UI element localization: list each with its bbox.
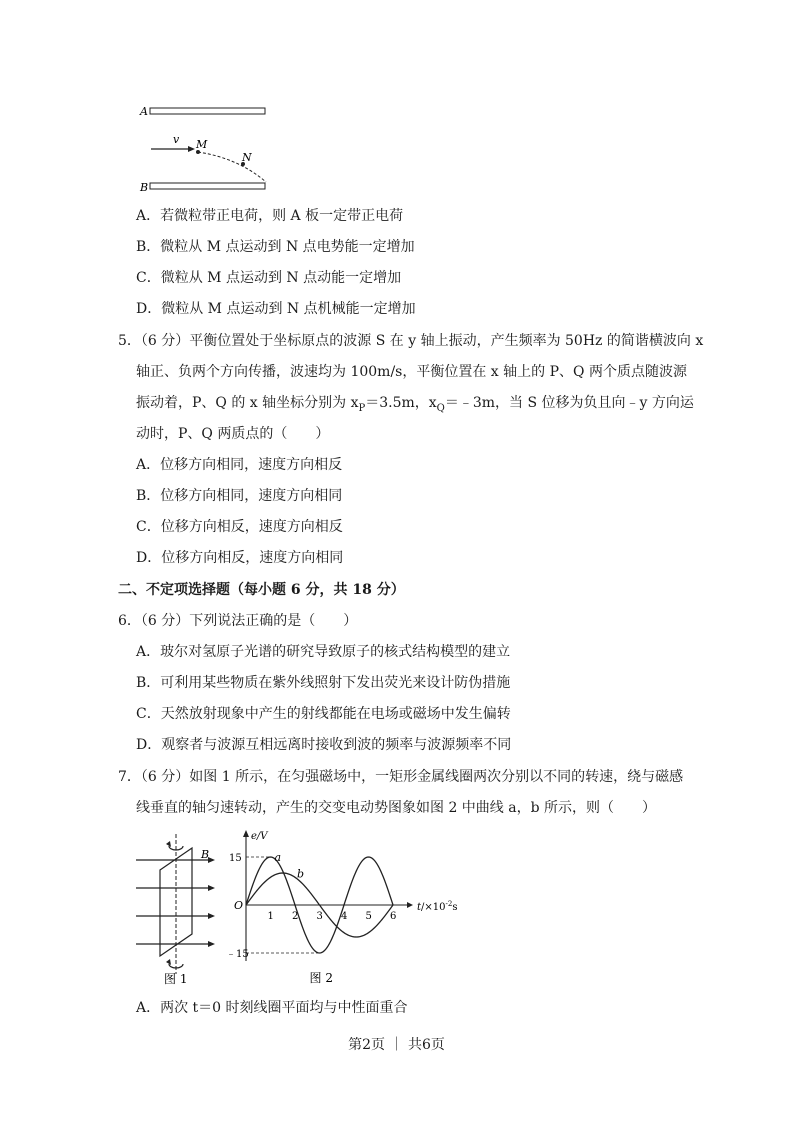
q5-option-c[interactable]: C．位移方向相反，速度方向相反 [136, 519, 343, 535]
q4-option-c[interactable]: C．微粒从 M 点运动到 N 点动能一定增加 [136, 270, 402, 286]
q5-option-a[interactable]: A．位移方向相同，速度方向相反 [136, 457, 343, 473]
q5-line3-pre: 振动着，P、Q 的 x 轴坐标分别为 x [136, 395, 359, 411]
y-axis-arrow [243, 830, 249, 837]
q6-option-b[interactable]: B．可利用某些物质在紫外线照射下发出荧光来设计防伪措施 [136, 675, 511, 691]
field-arrow-head-3 [208, 913, 215, 919]
q7-option-a[interactable]: A．两次 t＝0 时刻线圈平面均与中性面重合 [136, 1000, 408, 1016]
x-tick-label-6: 6 [390, 911, 397, 922]
x-axis-arrow [407, 902, 413, 908]
x-axis-label-part-3: s [452, 902, 458, 913]
q4-option-b[interactable]: B．微粒从 M 点运动到 N 点电势能一定增加 [136, 239, 415, 255]
plate-b [150, 183, 265, 189]
q5-sub-q: Q [436, 402, 445, 414]
curve-a-label: a [274, 851, 282, 864]
plates-figure [138, 102, 278, 194]
y-tick-label-15: 15 [229, 853, 242, 864]
x-tick-label-4: 4 [341, 911, 348, 922]
point-n-label: N [242, 151, 252, 164]
curve-b-label: b [297, 867, 305, 881]
q4-option-a[interactable]: A．若微粒带正电荷，则 A 板一定带正电荷 [136, 208, 404, 224]
x-tick-label-2: 2 [292, 911, 299, 922]
field-arrow-head-4 [208, 941, 215, 947]
figure1-caption: 图 1 [164, 972, 188, 986]
figure2-caption: 图 2 [309, 971, 333, 985]
x-axis-label-part-1: /×10 [421, 902, 446, 913]
q5-sub-p: P [358, 402, 366, 414]
q5-line3-post: ＝﹣3m，当 S 位移为负且向﹣y 方向运 [444, 395, 694, 411]
field-lines [136, 860, 209, 944]
q6-option-c[interactable]: C．天然放射现象中产生的射线都能在电场或磁场中发生偏转 [136, 706, 511, 722]
q6-stem: 6．（6 分）下列说法正确的是（ ） [118, 613, 358, 629]
figure1-coil [134, 832, 224, 987]
field-arrow-head-2 [208, 885, 215, 891]
x-axis-label-part-2: -2 [445, 900, 453, 908]
q5-stem-line1: 5．（6 分）平衡位置处于坐标原点的波源 S 在 y 轴上振动，产生频率为 50Hz 的简谐横波向 x [118, 333, 704, 349]
x-tick-label-5: 5 [365, 911, 372, 922]
field-label: B [201, 848, 210, 861]
particle-path [198, 152, 266, 182]
q5-option-d[interactable]: D．位移方向相反，速度方向相同 [136, 550, 344, 566]
point-m-label: M [196, 138, 208, 151]
x-axis-label [417, 900, 457, 913]
q6-option-a[interactable]: A．玻尔对氢原子光谱的研究导致原子的核式结构模型的建立 [136, 644, 511, 660]
origin-label: O [234, 899, 244, 912]
page-footer: 第2页 ｜ 共6页 [348, 1037, 445, 1053]
section2-title: 二、不定项选择题（每小题 6 分，共 18 分） [118, 582, 405, 598]
x-axis-label-part-0: t [417, 902, 422, 913]
q5-stem-line2: 轴正、负两个方向传播，波速均为 100m/s，平衡位置在 x 轴上的 P、Q 两个质点随波源 [136, 364, 687, 380]
q4-option-d[interactable]: D．微粒从 M 点运动到 N 点机械能一定增加 [136, 301, 416, 317]
field-arrow-heads [208, 857, 215, 947]
q6-option-d[interactable]: D．观察者与波源互相远离时接收到波的频率与波源频率不同 [136, 737, 512, 753]
figure2-chart [222, 828, 480, 988]
q5-stem-line4: 动时，P、Q 两质点的（ ） [136, 426, 330, 442]
y-axis-label: e/V [251, 831, 268, 842]
q7-stem-line2: 线垂直的轴匀速转动，产生的交变电动势图象如图 2 中曲线 a，b 所示，则（ ） [136, 800, 657, 816]
q7-stem-line1: 7．（6 分）如图 1 所示，在匀强磁场中，一矩形金属线圈两次分别以不同的转速，绕与磁感 [118, 769, 684, 785]
plate-a-label: A [140, 105, 148, 118]
y-tick-label-neg15: ﹣15 [226, 949, 249, 960]
q5-line3-mid: ＝3.5m，x [365, 395, 437, 411]
plate-a [150, 108, 265, 114]
plate-b-label: B [140, 181, 149, 194]
velocity-arrow-head [188, 146, 195, 152]
x-tick-label-3: 3 [316, 911, 323, 922]
velocity-label: v [173, 133, 180, 146]
q5-option-b[interactable]: B．位移方向相同，速度方向相同 [136, 488, 343, 504]
x-tick-label-1: 1 [267, 911, 274, 922]
q5-stem-line3 [136, 394, 694, 418]
